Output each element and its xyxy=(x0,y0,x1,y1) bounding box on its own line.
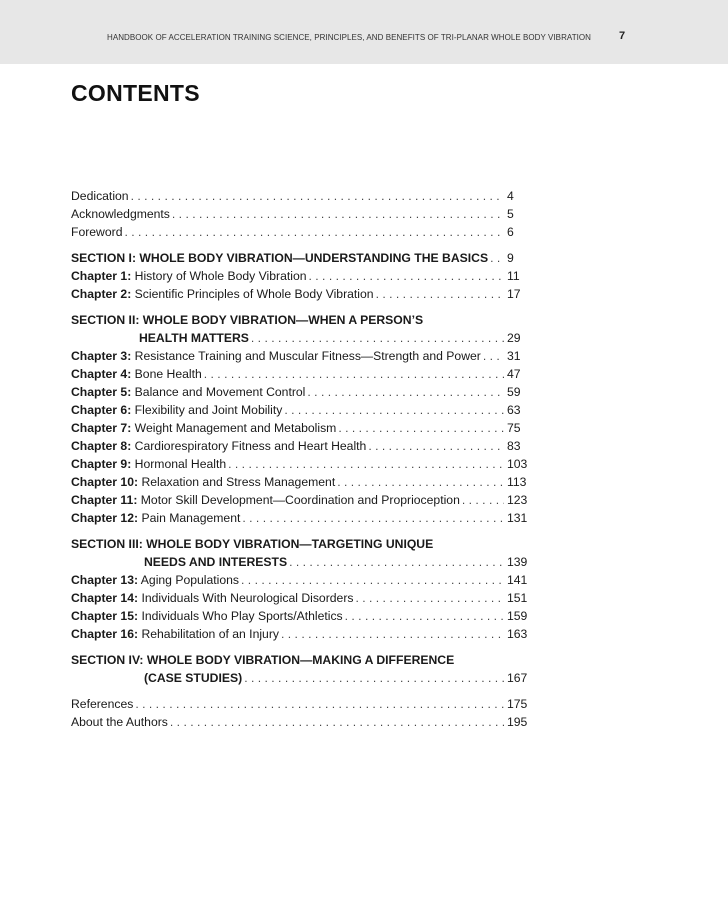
toc-page-number: 5 xyxy=(507,207,514,221)
toc-chapter-9[interactable] xyxy=(71,455,531,473)
toc-page-number: 59 xyxy=(507,385,521,399)
chapter-number: Chapter 8: xyxy=(71,439,132,453)
toc-chapter-1[interactable] xyxy=(71,267,531,285)
toc-page-number: 139 xyxy=(507,555,528,569)
chapter-title: History of Whole Body Vibration xyxy=(134,269,307,283)
chapter-title: Weight Management and Metabolism xyxy=(134,421,337,435)
running-head-text: HANDBOOK OF ACCELERATION TRAINING SCIENCE, PRINCIPLES, AND BENEFITS OF TRI-PLANAR WHOLE BODY VIBRATION xyxy=(107,33,592,42)
chapter-title: Hormonal Health xyxy=(134,457,227,471)
dot-leader xyxy=(376,285,504,303)
dot-leader xyxy=(228,455,504,473)
toc-page-number: 75 xyxy=(507,421,521,435)
toc-section-2[interactable] xyxy=(71,329,531,347)
chapter-title: Cardiorespiratory Fitness and Heart Health xyxy=(134,439,367,453)
dot-leader xyxy=(462,491,504,509)
toc-entry-label: Acknowledgments xyxy=(71,207,170,221)
chapter-title: Rehabilitation of an Injury xyxy=(141,627,279,641)
dot-leader xyxy=(355,589,504,607)
dot-leader xyxy=(204,365,504,383)
toc-entry-references[interactable] xyxy=(71,695,531,713)
chapter-title: Flexibility and Joint Mobility xyxy=(134,403,283,417)
toc-page-number: 103 xyxy=(507,457,528,471)
toc-page-number: 9 xyxy=(507,251,514,265)
chapter-number: Chapter 15: xyxy=(71,609,139,623)
toc-section-4[interactable] xyxy=(71,669,531,687)
toc-page-number: 163 xyxy=(507,627,528,641)
toc-page-number: 141 xyxy=(507,573,528,587)
toc-chapter-10[interactable] xyxy=(71,473,531,491)
page-number: 7 xyxy=(619,30,626,42)
toc-chapter-16[interactable] xyxy=(71,625,531,643)
chapter-title: Motor Skill Development—Coordination and Proprioception xyxy=(140,493,460,507)
chapter-number: Chapter 12: xyxy=(71,511,139,525)
toc-chapter-13[interactable] xyxy=(71,571,531,589)
chapter-number: Chapter 16: xyxy=(71,627,139,641)
toc-chapter-4[interactable] xyxy=(71,365,531,383)
toc-page-number: 17 xyxy=(507,287,521,301)
toc-entry-about-the-authors[interactable] xyxy=(71,713,531,731)
dot-leader xyxy=(338,419,504,437)
dot-leader xyxy=(309,267,504,285)
dot-leader xyxy=(135,695,504,713)
toc-entry-label: Dedication xyxy=(71,189,129,203)
chapter-number: Chapter 6: xyxy=(71,403,132,417)
dot-leader xyxy=(172,205,504,223)
chapter-number: Chapter 9: xyxy=(71,457,132,471)
dot-leader xyxy=(281,625,504,643)
dot-leader xyxy=(289,553,504,571)
toc-entry-label: References xyxy=(71,697,134,711)
toc-page-number: 31 xyxy=(507,349,521,363)
toc-entry-label: About the Authors xyxy=(71,715,168,729)
section-title: SECTION I: WHOLE BODY VIBRATION—UNDERSTANDING THE BASICS xyxy=(71,251,489,265)
section-title-line2: (CASE STUDIES) xyxy=(144,671,243,685)
toc-page-number: 123 xyxy=(507,493,528,507)
dot-leader xyxy=(241,571,504,589)
chapter-title: Balance and Movement Control xyxy=(134,385,306,399)
toc-section-3[interactable] xyxy=(71,553,531,571)
chapter-title: Individuals With Neurological Disorders xyxy=(141,591,354,605)
toc-entry-foreword[interactable] xyxy=(71,223,531,241)
chapter-number: Chapter 10: xyxy=(71,475,139,489)
chapter-number: Chapter 5: xyxy=(71,385,132,399)
page-title: CONTENTS xyxy=(71,80,200,106)
section-title-line1: SECTION II: WHOLE BODY VIBRATION—WHEN A PERSON’S xyxy=(71,313,424,327)
toc-chapter-6[interactable] xyxy=(71,401,531,419)
toc-chapter-3[interactable] xyxy=(71,347,531,365)
toc-chapter-12[interactable] xyxy=(71,509,531,527)
toc-entry-label: Foreword xyxy=(71,225,123,239)
chapter-number: Chapter 13: xyxy=(71,573,139,587)
section-title-line2: NEEDS AND INTERESTS xyxy=(144,555,288,569)
dot-leader xyxy=(345,607,504,625)
chapter-number: Chapter 14: xyxy=(71,591,139,605)
chapter-number: Chapter 4: xyxy=(71,367,132,381)
toc-section-1[interactable] xyxy=(71,249,531,267)
toc-page-number: 195 xyxy=(507,715,528,729)
toc-entry-acknowledgments[interactable] xyxy=(71,205,531,223)
toc-chapter-14[interactable] xyxy=(71,589,531,607)
toc-chapter-15[interactable] xyxy=(71,607,531,625)
dot-leader xyxy=(251,329,504,347)
chapter-title: Bone Health xyxy=(134,367,202,381)
chapter-number: Chapter 2: xyxy=(71,287,132,301)
toc-page-number: 63 xyxy=(507,403,521,417)
section-title-line2: HEALTH MATTERS xyxy=(139,331,249,345)
section-title-line1: SECTION III: WHOLE BODY VIBRATION—TARGETING UNIQUE xyxy=(71,537,434,551)
dot-leader xyxy=(170,713,504,731)
toc-page-number: 159 xyxy=(507,609,528,623)
toc-chapter-11[interactable] xyxy=(71,491,531,509)
toc-page-number: 4 xyxy=(507,189,514,203)
dot-leader xyxy=(307,383,504,401)
dot-leader xyxy=(337,473,504,491)
chapter-number: Chapter 3: xyxy=(71,349,132,363)
chapter-title: Scientific Principles of Whole Body Vibration xyxy=(134,287,374,301)
toc-entry-dedication[interactable] xyxy=(71,187,531,205)
table-of-contents xyxy=(71,187,531,731)
chapter-number: Chapter 1: xyxy=(71,269,132,283)
toc-page-number: 83 xyxy=(507,439,521,453)
chapter-title: Aging Populations xyxy=(140,573,240,587)
chapter-title: Pain Management xyxy=(141,511,241,525)
dot-leader xyxy=(368,437,504,455)
toc-page-number: 167 xyxy=(507,671,528,685)
dot-leader xyxy=(483,347,504,365)
dot-leader xyxy=(131,187,504,205)
toc-chapter-2[interactable] xyxy=(71,285,531,303)
toc-page-number: 151 xyxy=(507,591,528,605)
chapter-number: Chapter 7: xyxy=(71,421,132,435)
running-header xyxy=(0,0,728,64)
toc-page-number: 47 xyxy=(507,367,521,381)
dot-leader xyxy=(490,249,504,267)
section-title-line1: SECTION IV: WHOLE BODY VIBRATION—MAKING A DIFFERENCE xyxy=(71,653,455,667)
chapter-title: Individuals Who Play Sports/Athletics xyxy=(141,609,343,623)
dot-leader xyxy=(284,401,504,419)
toc-page-number: 175 xyxy=(507,697,528,711)
toc-page-number: 11 xyxy=(507,269,520,283)
chapter-title: Relaxation and Stress Management xyxy=(141,475,336,489)
dot-leader xyxy=(124,223,504,241)
toc-page-number: 113 xyxy=(507,475,527,489)
toc-page-number: 29 xyxy=(507,331,521,345)
chapter-number: Chapter 11: xyxy=(71,493,138,507)
dot-leader xyxy=(242,509,504,527)
toc-chapter-7[interactable] xyxy=(71,419,531,437)
chapter-title: Resistance Training and Muscular Fitness—Strength and Power xyxy=(134,349,481,363)
toc-chapter-8[interactable] xyxy=(71,437,531,455)
dot-leader xyxy=(244,669,504,687)
toc-chapter-5[interactable] xyxy=(71,383,531,401)
toc-page-number: 6 xyxy=(507,225,514,239)
toc-page-number: 131 xyxy=(507,511,528,525)
